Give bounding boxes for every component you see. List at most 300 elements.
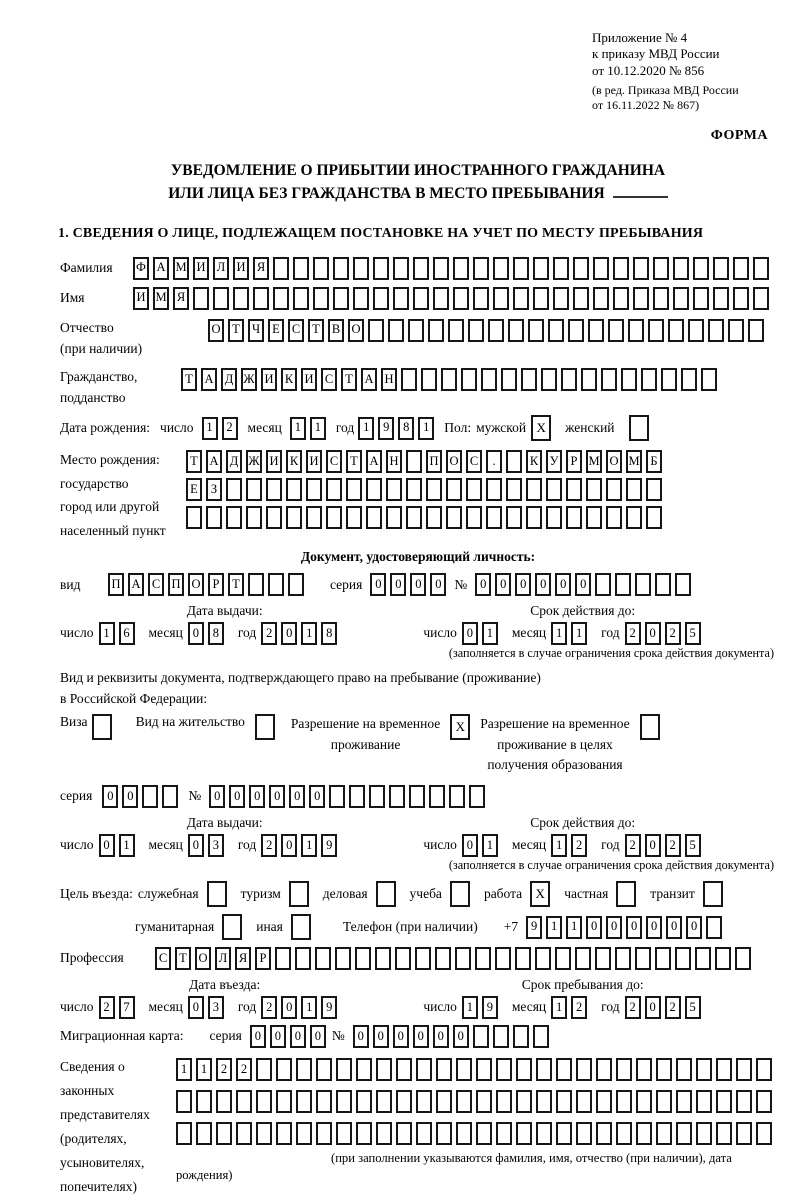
char-cell[interactable] — [706, 916, 722, 939]
char-cell[interactable] — [613, 257, 629, 280]
char-cell[interactable] — [295, 947, 311, 970]
char-cell[interactable]: С — [466, 450, 482, 473]
char-cell[interactable]: 0 — [229, 785, 245, 808]
char-cell[interactable]: 0 — [515, 573, 531, 596]
char-cell[interactable] — [595, 573, 611, 596]
char-cell[interactable]: 0 — [310, 1025, 326, 1048]
char-cell[interactable]: Ч — [248, 319, 264, 342]
char-cell[interactable]: 8 — [208, 622, 224, 645]
char-cell[interactable] — [655, 573, 671, 596]
goal-work-checkbox[interactable]: X — [530, 881, 550, 907]
char-cell[interactable]: 9 — [378, 417, 394, 440]
char-cell[interactable] — [453, 257, 469, 280]
char-cell[interactable] — [406, 450, 422, 473]
char-cell[interactable]: 0 — [626, 916, 642, 939]
char-cell[interactable]: 2 — [625, 834, 641, 857]
char-cell[interactable] — [546, 478, 562, 501]
char-cell[interactable] — [495, 947, 511, 970]
char-cell[interactable] — [236, 1122, 252, 1145]
char-cell[interactable] — [436, 1090, 452, 1113]
char-cell[interactable] — [226, 478, 242, 501]
char-cell[interactable]: М — [173, 257, 189, 280]
char-cell[interactable] — [676, 1090, 692, 1113]
char-cell[interactable] — [446, 478, 462, 501]
char-cell[interactable] — [616, 1090, 632, 1113]
char-cell[interactable]: И — [301, 368, 317, 391]
char-cell[interactable]: 1 — [551, 834, 567, 857]
char-cell[interactable] — [476, 1122, 492, 1145]
char-cell[interactable] — [401, 368, 417, 391]
char-cell[interactable]: 8 — [398, 417, 414, 440]
char-cell[interactable] — [393, 257, 409, 280]
char-cell[interactable]: 9 — [482, 996, 498, 1019]
char-cell[interactable]: 2 — [625, 622, 641, 645]
char-cell[interactable] — [415, 947, 431, 970]
char-cell[interactable]: Р — [208, 573, 224, 596]
char-cell[interactable] — [695, 947, 711, 970]
char-cell[interactable]: 2 — [236, 1058, 252, 1081]
char-cell[interactable] — [516, 1058, 532, 1081]
char-cell[interactable]: А — [201, 368, 217, 391]
char-cell[interactable]: 1 — [571, 622, 587, 645]
char-cell[interactable]: С — [288, 319, 304, 342]
char-cell[interactable] — [568, 319, 584, 342]
char-cell[interactable] — [336, 1122, 352, 1145]
char-cell[interactable]: О — [606, 450, 622, 473]
char-cell[interactable] — [636, 1058, 652, 1081]
char-cell[interactable]: 0 — [430, 573, 446, 596]
char-cell[interactable] — [293, 257, 309, 280]
char-cell[interactable]: Ж — [241, 368, 257, 391]
char-cell[interactable] — [736, 1058, 752, 1081]
char-cell[interactable]: 1 — [196, 1058, 212, 1081]
char-cell[interactable]: 5 — [685, 622, 701, 645]
char-cell[interactable]: Д — [226, 450, 242, 473]
char-cell[interactable] — [536, 1058, 552, 1081]
char-cell[interactable]: 0 — [462, 834, 478, 857]
char-cell[interactable] — [176, 1122, 192, 1145]
char-cell[interactable]: И — [193, 257, 209, 280]
char-cell[interactable] — [416, 1058, 432, 1081]
char-cell[interactable]: И — [261, 368, 277, 391]
char-cell[interactable]: 2 — [222, 417, 238, 440]
char-cell[interactable] — [636, 1122, 652, 1145]
char-cell[interactable]: С — [155, 947, 171, 970]
char-cell[interactable]: 0 — [462, 622, 478, 645]
char-cell[interactable] — [713, 257, 729, 280]
char-cell[interactable] — [233, 287, 249, 310]
char-cell[interactable]: 5 — [685, 834, 701, 857]
char-cell[interactable] — [256, 1058, 272, 1081]
char-cell[interactable] — [668, 319, 684, 342]
char-cell[interactable] — [366, 506, 382, 529]
char-cell[interactable] — [756, 1090, 772, 1113]
char-cell[interactable] — [556, 1090, 572, 1113]
char-cell[interactable]: Я — [235, 947, 251, 970]
visa-checkbox[interactable] — [92, 714, 112, 740]
char-cell[interactable] — [176, 1090, 192, 1113]
char-cell[interactable]: Т — [308, 319, 324, 342]
char-cell[interactable] — [296, 1090, 312, 1113]
char-cell[interactable] — [676, 1058, 692, 1081]
char-cell[interactable] — [515, 947, 531, 970]
char-cell[interactable]: Н — [381, 368, 397, 391]
char-cell[interactable] — [296, 1058, 312, 1081]
char-cell[interactable] — [306, 478, 322, 501]
char-cell[interactable] — [456, 1058, 472, 1081]
char-cell[interactable]: 0 — [99, 834, 115, 857]
char-cell[interactable]: 3 — [208, 996, 224, 1019]
char-cell[interactable] — [536, 1090, 552, 1113]
char-cell[interactable]: 0 — [606, 916, 622, 939]
char-cell[interactable] — [376, 1058, 392, 1081]
char-cell[interactable] — [553, 287, 569, 310]
char-cell[interactable] — [266, 506, 282, 529]
char-cell[interactable] — [266, 478, 282, 501]
char-cell[interactable]: Е — [268, 319, 284, 342]
goal-humanitarian-checkbox[interactable] — [222, 914, 242, 940]
char-cell[interactable] — [473, 1025, 489, 1048]
char-cell[interactable]: 0 — [270, 1025, 286, 1048]
char-cell[interactable] — [426, 478, 442, 501]
char-cell[interactable] — [566, 506, 582, 529]
char-cell[interactable]: 6 — [119, 622, 135, 645]
char-cell[interactable] — [536, 1122, 552, 1145]
char-cell[interactable]: 0 — [289, 785, 305, 808]
char-cell[interactable]: 0 — [373, 1025, 389, 1048]
char-cell[interactable]: О — [208, 319, 224, 342]
char-cell[interactable]: 1 — [301, 622, 317, 645]
char-cell[interactable] — [733, 257, 749, 280]
char-cell[interactable] — [716, 1122, 732, 1145]
char-cell[interactable] — [573, 257, 589, 280]
goal-other-checkbox[interactable] — [291, 914, 311, 940]
char-cell[interactable] — [576, 1122, 592, 1145]
char-cell[interactable]: 8 — [321, 622, 337, 645]
char-cell[interactable]: 0 — [281, 996, 297, 1019]
char-cell[interactable] — [268, 573, 284, 596]
char-cell[interactable] — [388, 319, 404, 342]
char-cell[interactable] — [521, 368, 537, 391]
char-cell[interactable] — [246, 506, 262, 529]
char-cell[interactable]: 0 — [393, 1025, 409, 1048]
char-cell[interactable] — [275, 947, 291, 970]
char-cell[interactable]: 2 — [261, 996, 277, 1019]
char-cell[interactable]: З — [206, 478, 222, 501]
char-cell[interactable] — [389, 785, 405, 808]
char-cell[interactable]: 0 — [102, 785, 118, 808]
char-cell[interactable] — [488, 319, 504, 342]
goal-business-checkbox[interactable] — [376, 881, 396, 907]
char-cell[interactable] — [273, 257, 289, 280]
char-cell[interactable] — [216, 1122, 232, 1145]
char-cell[interactable]: Т — [346, 450, 362, 473]
char-cell[interactable]: 0 — [535, 573, 551, 596]
char-cell[interactable]: 0 — [353, 1025, 369, 1048]
char-cell[interactable] — [656, 1090, 672, 1113]
char-cell[interactable]: 9 — [526, 916, 542, 939]
char-cell[interactable]: А — [128, 573, 144, 596]
char-cell[interactable] — [728, 319, 744, 342]
char-cell[interactable]: 0 — [646, 916, 662, 939]
char-cell[interactable]: 0 — [433, 1025, 449, 1048]
char-cell[interactable]: 0 — [290, 1025, 306, 1048]
goal-transit-checkbox[interactable] — [703, 881, 723, 907]
char-cell[interactable] — [693, 257, 709, 280]
char-cell[interactable]: 0 — [188, 622, 204, 645]
char-cell[interactable] — [526, 478, 542, 501]
char-cell[interactable] — [375, 947, 391, 970]
char-cell[interactable] — [533, 257, 549, 280]
char-cell[interactable] — [396, 1058, 412, 1081]
char-cell[interactable]: О — [188, 573, 204, 596]
char-cell[interactable] — [366, 478, 382, 501]
char-cell[interactable] — [326, 506, 342, 529]
char-cell[interactable]: И — [266, 450, 282, 473]
char-cell[interactable] — [433, 257, 449, 280]
char-cell[interactable] — [316, 1090, 332, 1113]
char-cell[interactable]: 2 — [261, 622, 277, 645]
char-cell[interactable] — [461, 368, 477, 391]
char-cell[interactable]: 1 — [358, 417, 374, 440]
char-cell[interactable]: 2 — [99, 996, 115, 1019]
char-cell[interactable]: 0 — [645, 834, 661, 857]
char-cell[interactable]: 0 — [269, 785, 285, 808]
char-cell[interactable]: 1 — [566, 916, 582, 939]
char-cell[interactable]: Б — [646, 450, 662, 473]
char-cell[interactable] — [476, 1090, 492, 1113]
char-cell[interactable]: С — [321, 368, 337, 391]
char-cell[interactable] — [653, 257, 669, 280]
char-cell[interactable] — [635, 573, 651, 596]
char-cell[interactable]: 0 — [281, 834, 297, 857]
char-cell[interactable] — [508, 319, 524, 342]
char-cell[interactable] — [406, 478, 422, 501]
char-cell[interactable]: 0 — [209, 785, 225, 808]
char-cell[interactable]: 1 — [418, 417, 434, 440]
char-cell[interactable] — [681, 368, 697, 391]
char-cell[interactable] — [676, 1122, 692, 1145]
char-cell[interactable] — [673, 257, 689, 280]
char-cell[interactable] — [455, 947, 471, 970]
char-cell[interactable] — [516, 1090, 532, 1113]
char-cell[interactable] — [493, 1025, 509, 1048]
char-cell[interactable] — [286, 506, 302, 529]
char-cell[interactable] — [513, 287, 529, 310]
char-cell[interactable] — [369, 785, 385, 808]
char-cell[interactable]: 0 — [390, 573, 406, 596]
char-cell[interactable] — [349, 785, 365, 808]
char-cell[interactable] — [376, 1090, 392, 1113]
char-cell[interactable]: 0 — [250, 1025, 266, 1048]
char-cell[interactable] — [561, 368, 577, 391]
char-cell[interactable] — [346, 478, 362, 501]
char-cell[interactable] — [493, 287, 509, 310]
char-cell[interactable] — [273, 287, 289, 310]
char-cell[interactable]: 0 — [495, 573, 511, 596]
char-cell[interactable] — [336, 1090, 352, 1113]
char-cell[interactable]: 0 — [370, 573, 386, 596]
char-cell[interactable] — [615, 573, 631, 596]
char-cell[interactable]: М — [626, 450, 642, 473]
char-cell[interactable]: 2 — [261, 834, 277, 857]
char-cell[interactable] — [353, 287, 369, 310]
char-cell[interactable]: 7 — [119, 996, 135, 1019]
char-cell[interactable]: 1 — [301, 834, 317, 857]
char-cell[interactable] — [693, 287, 709, 310]
char-cell[interactable] — [621, 368, 637, 391]
char-cell[interactable] — [736, 1090, 752, 1113]
char-cell[interactable] — [393, 287, 409, 310]
char-cell[interactable]: Ж — [246, 450, 262, 473]
char-cell[interactable] — [206, 506, 222, 529]
char-cell[interactable]: Н — [386, 450, 402, 473]
char-cell[interactable]: 1 — [482, 622, 498, 645]
char-cell[interactable] — [533, 1025, 549, 1048]
char-cell[interactable] — [735, 947, 751, 970]
char-cell[interactable]: 0 — [188, 996, 204, 1019]
char-cell[interactable] — [593, 287, 609, 310]
char-cell[interactable]: О — [348, 319, 364, 342]
char-cell[interactable] — [441, 368, 457, 391]
char-cell[interactable]: 0 — [122, 785, 138, 808]
char-cell[interactable] — [276, 1122, 292, 1145]
char-cell[interactable] — [293, 287, 309, 310]
char-cell[interactable] — [616, 1122, 632, 1145]
char-cell[interactable] — [576, 1090, 592, 1113]
char-cell[interactable] — [673, 287, 689, 310]
char-cell[interactable]: 0 — [188, 834, 204, 857]
char-cell[interactable] — [641, 368, 657, 391]
char-cell[interactable]: 1 — [176, 1058, 192, 1081]
char-cell[interactable] — [533, 287, 549, 310]
char-cell[interactable] — [456, 1090, 472, 1113]
char-cell[interactable]: 1 — [551, 622, 567, 645]
char-cell[interactable]: 5 — [685, 996, 701, 1019]
char-cell[interactable]: П — [108, 573, 124, 596]
rvp-checkbox[interactable]: X — [450, 714, 470, 740]
char-cell[interactable]: Л — [215, 947, 231, 970]
char-cell[interactable] — [496, 1058, 512, 1081]
char-cell[interactable]: Р — [566, 450, 582, 473]
char-cell[interactable] — [448, 319, 464, 342]
char-cell[interactable]: 2 — [571, 996, 587, 1019]
char-cell[interactable] — [313, 287, 329, 310]
char-cell[interactable]: 0 — [686, 916, 702, 939]
char-cell[interactable] — [606, 478, 622, 501]
char-cell[interactable]: 1 — [301, 996, 317, 1019]
char-cell[interactable] — [413, 257, 429, 280]
char-cell[interactable]: С — [326, 450, 342, 473]
char-cell[interactable] — [193, 287, 209, 310]
char-cell[interactable] — [435, 947, 451, 970]
char-cell[interactable] — [588, 319, 604, 342]
char-cell[interactable] — [476, 1058, 492, 1081]
char-cell[interactable] — [449, 785, 465, 808]
char-cell[interactable] — [516, 1122, 532, 1145]
char-cell[interactable]: 0 — [586, 916, 602, 939]
char-cell[interactable]: 0 — [475, 573, 491, 596]
char-cell[interactable]: Е — [186, 478, 202, 501]
char-cell[interactable] — [506, 478, 522, 501]
char-cell[interactable] — [333, 257, 349, 280]
char-cell[interactable] — [753, 287, 769, 310]
char-cell[interactable] — [628, 319, 644, 342]
char-cell[interactable] — [429, 785, 445, 808]
char-cell[interactable]: К — [526, 450, 542, 473]
char-cell[interactable] — [675, 947, 691, 970]
char-cell[interactable]: А — [366, 450, 382, 473]
char-cell[interactable] — [469, 785, 485, 808]
char-cell[interactable] — [555, 947, 571, 970]
char-cell[interactable]: 1 — [551, 996, 567, 1019]
char-cell[interactable]: . — [486, 450, 502, 473]
goal-office-checkbox[interactable] — [207, 881, 227, 907]
char-cell[interactable] — [386, 478, 402, 501]
char-cell[interactable]: 0 — [413, 1025, 429, 1048]
char-cell[interactable] — [496, 1090, 512, 1113]
char-cell[interactable] — [436, 1058, 452, 1081]
char-cell[interactable]: 2 — [571, 834, 587, 857]
char-cell[interactable]: 1 — [119, 834, 135, 857]
goal-tourism-checkbox[interactable] — [289, 881, 309, 907]
char-cell[interactable] — [421, 368, 437, 391]
char-cell[interactable] — [473, 287, 489, 310]
char-cell[interactable] — [373, 257, 389, 280]
char-cell[interactable]: М — [153, 287, 169, 310]
char-cell[interactable] — [433, 287, 449, 310]
char-cell[interactable]: 0 — [309, 785, 325, 808]
char-cell[interactable] — [496, 1122, 512, 1145]
char-cell[interactable] — [213, 287, 229, 310]
char-cell[interactable]: 2 — [665, 996, 681, 1019]
char-cell[interactable] — [716, 1058, 732, 1081]
char-cell[interactable] — [356, 1090, 372, 1113]
char-cell[interactable] — [306, 506, 322, 529]
char-cell[interactable]: 1 — [99, 622, 115, 645]
char-cell[interactable] — [736, 1122, 752, 1145]
char-cell[interactable]: П — [426, 450, 442, 473]
char-cell[interactable] — [586, 506, 602, 529]
char-cell[interactable]: А — [153, 257, 169, 280]
char-cell[interactable]: 1 — [482, 834, 498, 857]
char-cell[interactable] — [646, 478, 662, 501]
char-cell[interactable] — [336, 1058, 352, 1081]
char-cell[interactable] — [656, 1122, 672, 1145]
char-cell[interactable]: 1 — [290, 417, 306, 440]
char-cell[interactable] — [541, 368, 557, 391]
char-cell[interactable] — [748, 319, 764, 342]
char-cell[interactable] — [675, 573, 691, 596]
char-cell[interactable]: 3 — [208, 834, 224, 857]
sex-male-checkbox[interactable]: X — [531, 415, 551, 441]
char-cell[interactable] — [716, 1090, 732, 1113]
char-cell[interactable] — [576, 1058, 592, 1081]
char-cell[interactable] — [608, 319, 624, 342]
goal-private-checkbox[interactable] — [616, 881, 636, 907]
char-cell[interactable]: И — [233, 257, 249, 280]
char-cell[interactable] — [316, 1122, 332, 1145]
char-cell[interactable] — [296, 1122, 312, 1145]
char-cell[interactable] — [548, 319, 564, 342]
char-cell[interactable] — [756, 1058, 772, 1081]
char-cell[interactable] — [426, 506, 442, 529]
char-cell[interactable] — [506, 506, 522, 529]
char-cell[interactable] — [596, 1090, 612, 1113]
char-cell[interactable]: 1 — [462, 996, 478, 1019]
char-cell[interactable] — [386, 506, 402, 529]
char-cell[interactable]: А — [206, 450, 222, 473]
